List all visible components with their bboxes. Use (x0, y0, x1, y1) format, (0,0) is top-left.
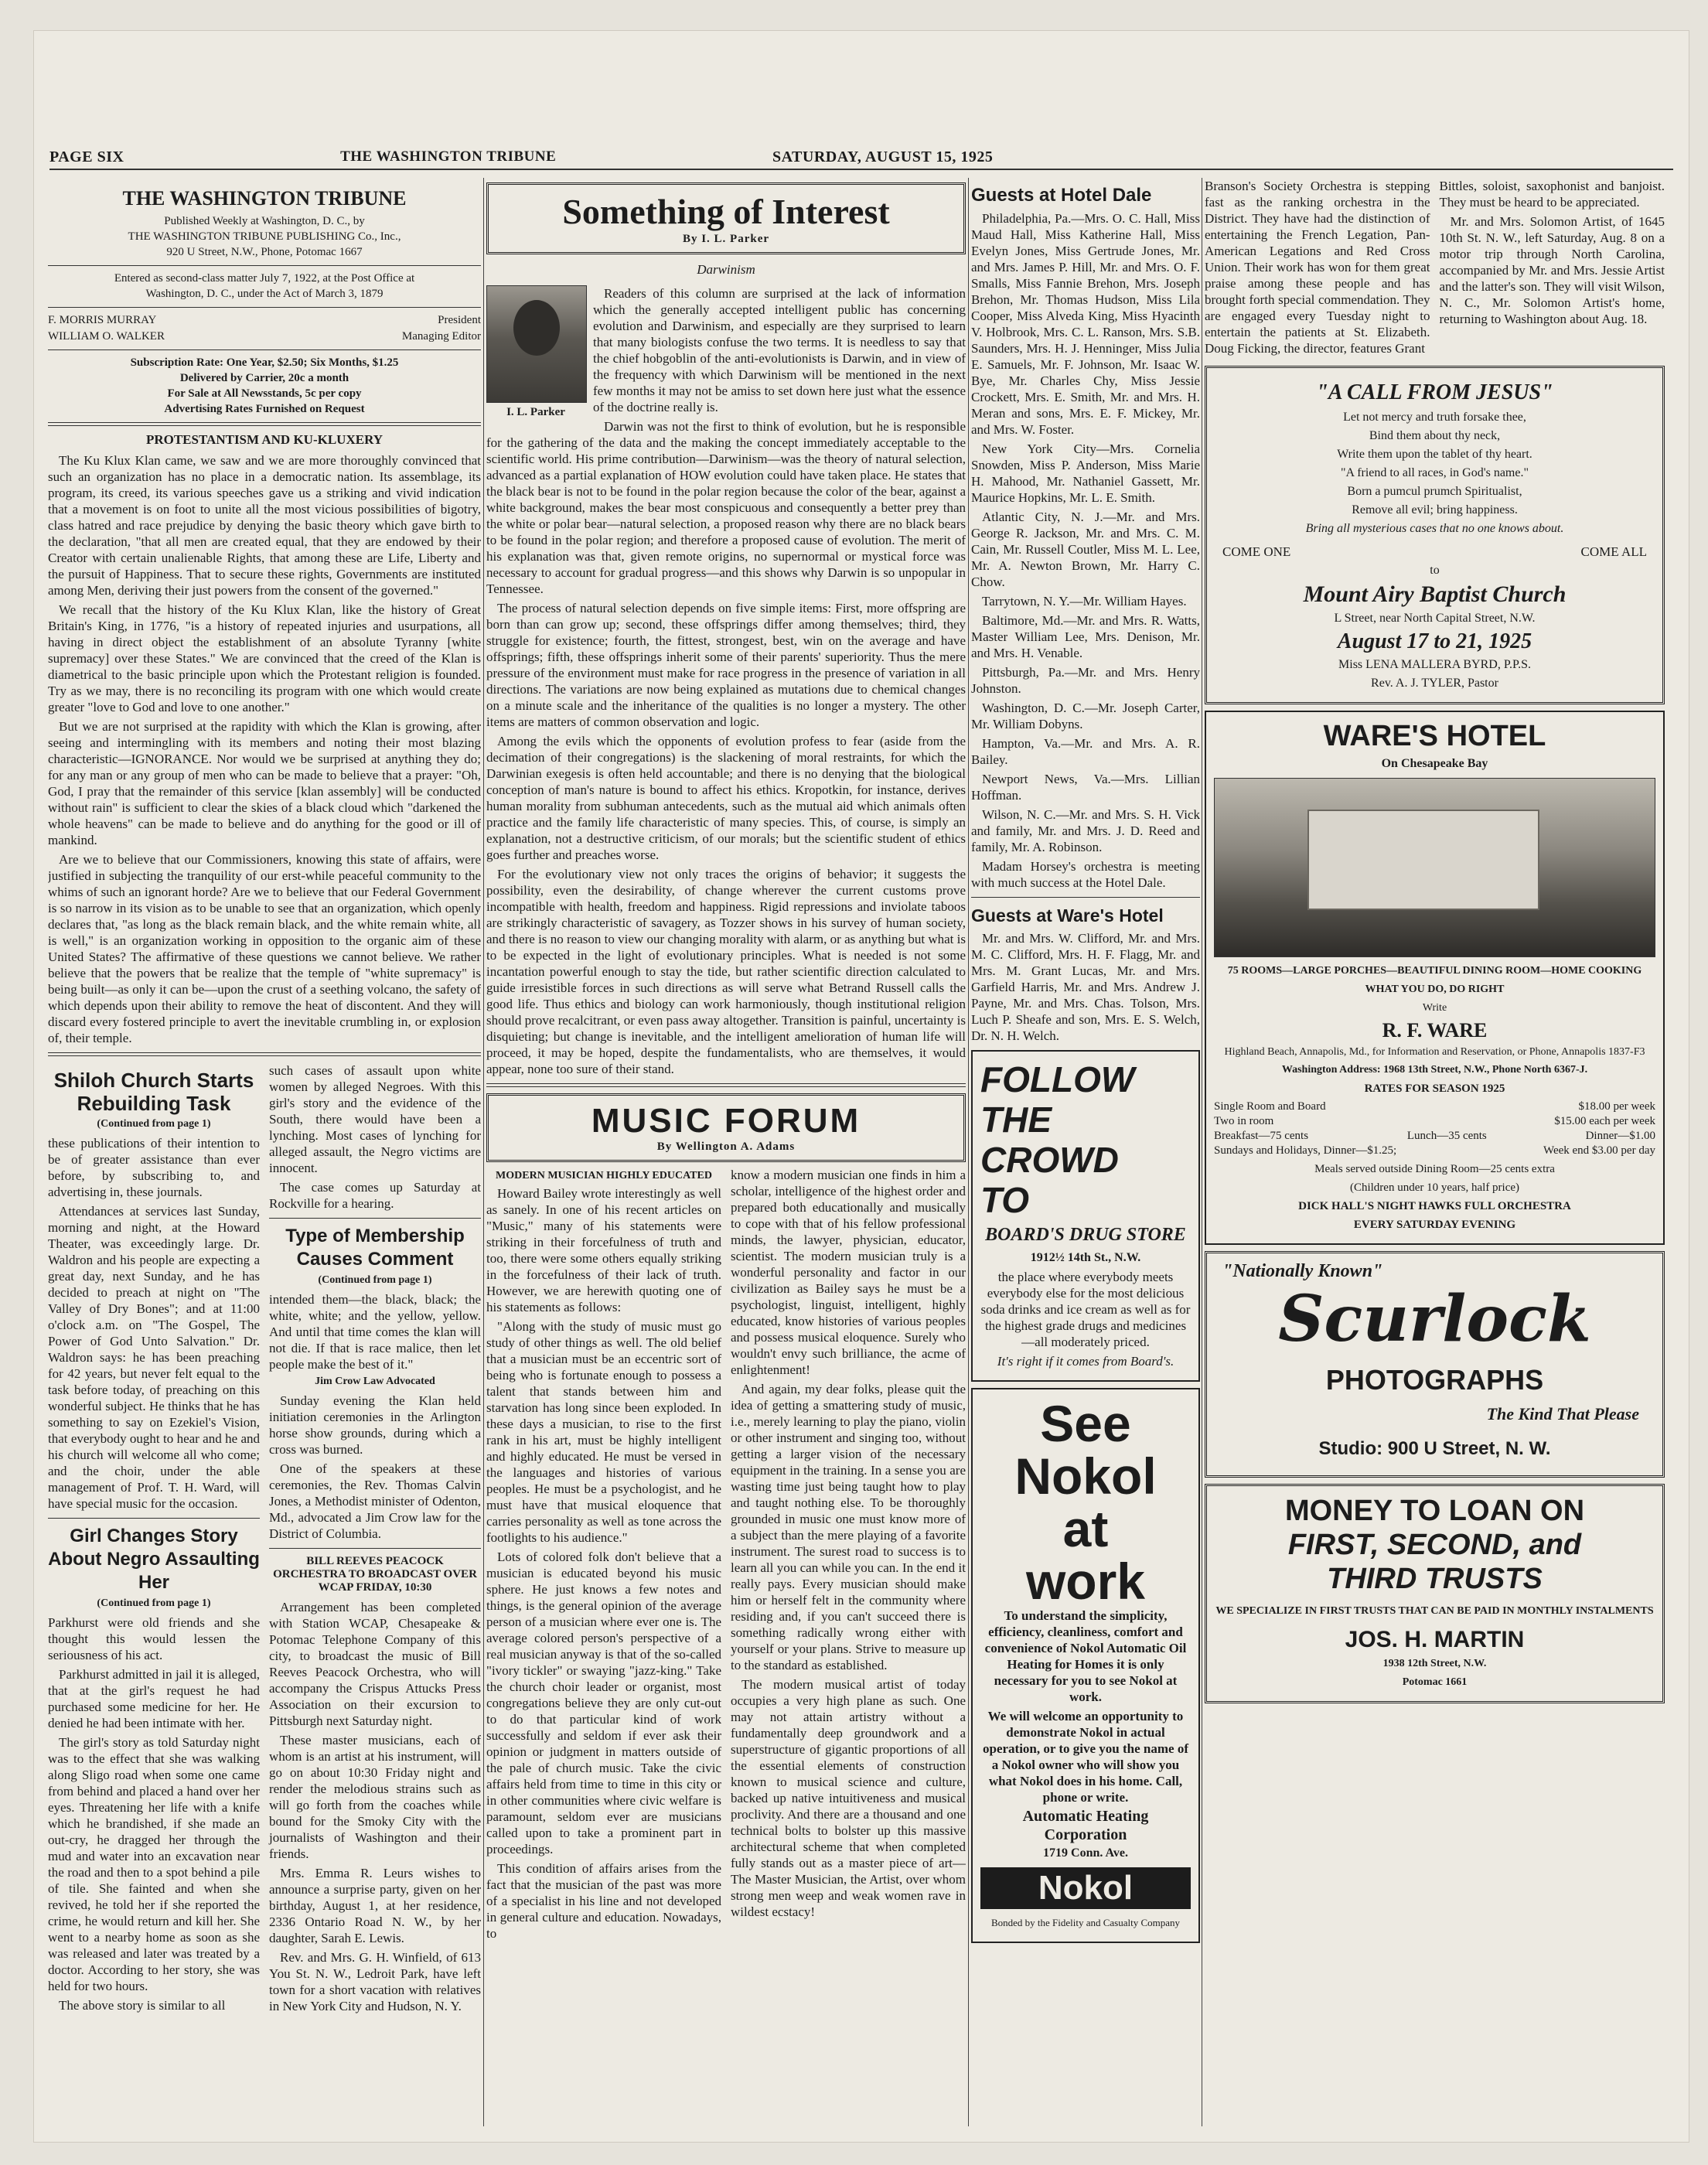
rate-label: Sundays and Holidays, Dinner—$1.25; (1214, 1144, 1397, 1157)
verse-line: Bring all mysterious cases that no one knows about. (1305, 522, 1564, 535)
pastor: Rev. A. J. TYLER, Pastor (1371, 677, 1498, 690)
ad-line: THE (980, 1100, 1052, 1140)
article-paragraph: know a modern musician one finds in him a scholar, intelligence of the highest order and prepared both educationally and musically to cope with that of his fellow professional minds, the lawyer, physician, educator, scientist. The modern musician truly is a wonderful personality and factor in our civilization as Bailey says he must be a psychologist, linguist, intelligent, highly educated, know histories of various peoples and possess musical eloquence. Surely who wouldn't envy such brilliance, the acme of enlightenment! (731, 1168, 966, 1377)
article-paragraph: For the evolutionary view not only traces the origins of behavior; it suggests the possibility, even the desirability, of change wherever the current customs prove incompatible with health, freedom and happiness. Rigid repressions and inviolate taboos are strikingly characteristic of savagery, as Tozzer shows in his survey of human society, and there is no reason to view our changing morality with alarm, or as anything but what is to be expected in the light of evolutionary principles. What is needed is not some incantation powerful enough to stay the tide, but rather scientific direction calculated to guide irresistible forces in such directions as will serve what Betrand Russell calls the good life. Thus ethics and biology can work harmoniously, though institutional religion should prove recalcitrant, or even pass away altogether. Transition is painful, uncertainty is disquieting; but change is inevitable, and the intelligent amelioration of human life will proceed, it may be hoped, despite the fundamentalists, who are themselves, it would appear, none too sure of their stand. (486, 867, 966, 1076)
event-dates: August 17 to 21, 1925 (1337, 629, 1532, 653)
verse-line: Born a pumcul prumch Spiritualist, (1347, 485, 1522, 498)
subheading: Jim Crow Law Advocated (315, 1376, 435, 1387)
staff-role: President (438, 314, 481, 326)
bill-headline: BILL REEVES PEACOCK ORCHESTRA TO BROADCAST OVER WCAP FRIDAY, 10:30 (273, 1555, 477, 1594)
article-paragraph: Among the evils which the opponents of evolution profess to fear (aside from the decimation of their congregations) is the slackening of moral restraints, for which the Darwinian exegesis is often held accountable; and there is no denying that the biological conception of man's nature is bound to affect his ethics. Kropotkin, for instance, derives human morality from subhuman antecedents, such as the mutual aid which animals often practice and the family life characteristic of many species. This, of course, is simply an explanation, not a destructive criticism, of our morals; but the scientific student of ethics goes further and preaches worse. (486, 734, 966, 862)
scurlock-ad (1205, 1251, 1665, 1478)
ad-line: at (1062, 1500, 1109, 1557)
rate-value: $15.00 each per week (1554, 1115, 1655, 1127)
shiloh-headline: Shiloh Church Starts Rebuilding Task (53, 1069, 254, 1115)
rate-line: Subscription Rate: One Year, $2.50; Six Months, $1.25 (130, 356, 399, 369)
ad-body: We will welcome an opportunity to demonstrate Nokol in actual operation, or to give you the name of a Nokol owner who will show you what Nokol does in his home. Call, phone or write. (983, 1709, 1188, 1805)
boards-drug-ad (971, 1050, 1200, 1382)
continued-note: (Continued from page 1) (318, 1274, 432, 1286)
verse-line: Let not mercy and truth forsake thee, (1343, 411, 1526, 424)
article-paragraph: Parkhurst admitted in jail it is alleged, that at the girl's request he had purchased some medicine for her. He denied he had been intimate with her. (48, 1667, 260, 1730)
hotel-write: Write (1422, 1002, 1447, 1014)
verse-line: Remove all evil; bring happiness. (1352, 503, 1518, 517)
subheading: MODERN MUSICIAN HIGHLY EDUCATED (496, 1170, 712, 1181)
verse-line: Bind them about thy neck, (1369, 429, 1501, 442)
continued-note: (Continued from page 1) (97, 1118, 211, 1130)
bond-note: Bonded by the Fidelity and Casualty Company (990, 1917, 1181, 1928)
page-header (49, 145, 1673, 170)
article-paragraph: Mr. and Mrs. Solomon Artist, of 1645 10th St. N. W., left Saturday, Aug. 8 on a motor trip through North Carolina, accompanied by Mr. and Mrs. Jessie Artist and the latter's son. They will visit Wilson, N. C., Mr. Solomon Artist's home, returning to Washington about Aug. 18. (1439, 214, 1665, 326)
staff-name: WILLIAM O. WALKER (48, 330, 165, 343)
masthead-title: THE WASHINGTON TRIBUNE (122, 187, 407, 210)
paper-name: THE WASHINGTON TRIBUNE (340, 148, 557, 165)
article-paragraph: Howard Bailey wrote interestingly as well as sanely. In one of his recent articles on "Music," many of his statements were striking in their forcefulness of truth and too, there were some others equally striking in the forcefulness of their lack of truth. However, we are herewith quoting one of his statements as follows: (486, 1186, 721, 1314)
guest-list: Atlantic City, N. J.—Mr. and Mrs. George R. Jackson, Mr. and Mrs. C. M. Cain, Mr. Russell Coutler, Miss M. L. Lee, Mr. A. Newton Brown, Mr. Harry C. Chow. (971, 510, 1200, 589)
ad-line: TO (980, 1180, 1030, 1220)
hotel-photo (1214, 778, 1655, 957)
editorial-paragraph: The Ku Klux Klan came, we saw and we are more thoroughly convinced that such an organization has no place in a democratic nation. Its assemblage, its program, its creed, its various speeches gave us a striking and vivid indication that a movement is on foot to unite all the most vicious possibilities of bigotry, class hatred and race prejudice by denying the basic theory which gave birth to the declaration, "that all men are created equal, that they are endowed by their Creator with certain unalienable Rights, that among these are Life, Liberty and the pursuit of Happiness. That to secure these rights, Governments are instituted among Men, deriving their just powers from the consent of the governed." (48, 453, 481, 598)
interest-byline: By I. L. Parker (682, 233, 770, 245)
column-right (1205, 178, 1665, 2126)
ad-heading: MONEY TO LOAN ON (1284, 1495, 1585, 1527)
editorial-title: PROTESTANTISM AND KU-KLUXERY (145, 432, 384, 447)
article-paragraph: Readers of this column are surprised at the lack of information which the generally accepted intelligent public has concerning evolution and Darwinism, and especially are they surprised to learn that many biologists confuse the two terms. It is needless to say that the chief hobgoblin of the anti-evolutionists is Darwin, and in view of the frequency with which Darwinism will be mentioned in the next few months it may not be amiss to set down here just what the essence of the doctrine really is. (593, 286, 966, 414)
ad-line: Nokol (1014, 1447, 1157, 1505)
company-address: 1719 Conn. Ave. (1043, 1846, 1128, 1860)
church-address: L Street, near North Capital Street, N.W. (1334, 612, 1536, 625)
article-paragraph: One of the speakers at these ceremonies, the Rev. Thomas Calvin Jones, a Methodist minister of Odenton, Md., advocated a Jim Crow law for the District of Columbia. (269, 1461, 481, 1541)
orchestra-note: DICK HALL'S NIGHT HAWKS FULL ORCHESTRA (1298, 1200, 1571, 1212)
music-byline: By Wellington A. Adams (656, 1140, 796, 1153)
hotel-address: Washington Address: 1968 13th Street, N.W., Phone North 6367-J. (1281, 1064, 1588, 1076)
article-paragraph: Lots of colored folk don't believe that a musician is educated beyond his music sphere. He just knows a few notes and things, is the general opinion of the average person of a musician where ever one is. The average colored person's perspective of a real musician anyway is that of the so-called "ivory tickler" or swaying "jazz-king." Take the church choir leader or organist, most congregations believe they are only cut-out to do that particular kind of work successfully and seldom if ever ask their opinion or judgment in matters outside of the pale of church music. Take the civic affairs held from time to time in this city or in other communities where civic welfare is paramount, seldom ever are musicians called upon to take a prominent part in proceedings. (486, 1550, 721, 1856)
article-paragraph: Darwin was not the first to think of evolution, but he is responsible for the gathering of the data and the making the concept immediately acceptable to the scientific world. His prime contribution—Darwinism—was the theory of natural selection, advanced as a partial explanation of HOW evolution could have taken place. He states that the black bear is not to be found in the polar region because the color of the bear, against a white background, makes the bear most conspicuous and consequently a better prey than the white or polar bear—natural selection, a proposed reason why there are no black bears to be found in the polar region; and therefore a proposed cause of evolution. The merit of his explanation was that, given remote origins, no supernormal or mystical force was necessary to account for gradual progress—and this shows why Darwin is so unpopular in Tennessee. (486, 419, 966, 596)
ad-to: to (1430, 564, 1440, 577)
wares-hotel-ad (1205, 711, 1665, 1245)
article-paragraph: Rev. and Mrs. G. H. Winfield, of 613 You St. N. W., Ledroit Park, have left town for a short vacation with relatives in New York City and Hudson, N. Y. (269, 1950, 481, 2013)
interest-subtitle: Darwinism (697, 262, 755, 277)
article-paragraph: The girl's story as told Saturday night was to the effect that she was walking along Sligo road when some one came from behind and placed a hand over her eyes. Threatening her life with a knife which he brandished, if she made an out-cry, he dragged her through the mud and water into an excavation near the road and then to a spot behind a pile of tile. She fainted and when she revived, he told her if she reported the crime, he would return and kill her. She went to a nearby home as soon as she was released and later was treated by a doctor. According to her story, she was held for two hours. (48, 1735, 260, 1993)
hotel-location: On Chesapeake Bay (1381, 757, 1488, 770)
mount-airy-ad (1205, 366, 1665, 704)
masthead-line: Entered as second-class matter July 7, 1922, at the Post Office at (114, 272, 415, 285)
nokol-ad (971, 1388, 1200, 1943)
guest-list: Wilson, N. C.—Mr. and Mrs. S. H. Vick and family, Mr. and Mrs. J. D. Reed and family, Mr. A. Robinson. (971, 807, 1200, 854)
rate-note: Meals served outside Dining Room—25 cents extra (1314, 1163, 1555, 1175)
article-paragraph: Attendances at services last Sunday, morning and night, at the Howard Theater, was exceedingly large. Dr. Waldron and his people are expecting a great day, next Sunday, and he has decided to preach at night on "The Valley of Dry Bones"; and at 11:00 o'clock a.m. on "The Gospel, The Power of God Unto Salvation." Dr. Waldron says: he has been preaching for 42 years, but never felt equal to the task before today, of preaching on this wonderful subject. He thinks that he has something to say on Ezekiel's Vision, that everybody ought to hear and he and his church will welcome all who come; and the choir, under the able management of Prof. T. H. Ward, will have special music for the occasion. (48, 1204, 260, 1511)
hotel-motto: WHAT YOU DO, DO RIGHT (1365, 984, 1505, 995)
company-name: Automatic Heating (1022, 1808, 1149, 1825)
editorial-paragraph: We recall that the history of the Ku Klux Klan, like the history of Great Britain's King, in 1776, "is a history of repeated injuries and usurpations, all having in direct object the establishment of an absolute Tyranny [white supremacy] over these States." We are convinced that the creed of the Klan is diametrical to the basic principle upon which the Protestant religion is founded. Try as we may, there is no reconciling its program with one which would create greater "love to God and love to one another." (48, 602, 481, 714)
rates-table (1214, 1081, 1655, 1233)
article-paragraph: The above story is similar to all (59, 1998, 226, 2013)
rate-label: Lunch—35 cents (1406, 1130, 1487, 1142)
rate-note: (Children under 10 years, half price) (1349, 1181, 1520, 1194)
store-name: BOARD'S DRUG STORE (985, 1225, 1186, 1245)
column-center (486, 178, 966, 2126)
lender-phone: Potomac 1661 (1402, 1676, 1468, 1688)
loan-ad (1205, 1484, 1665, 1703)
article-paragraph: And again, my dear folks, please quit the idea of getting a smattering study of music, i.e., merely learning to play the piano, violin or other instrument and singing too, without getting a larger vision of the necessary equipment in the training. In a sense you are wasting time just being taught how to play and taught nothing else. To be thoroughly grounded in music one must know more of a subject than the mere playing of a favorite instrument. The surest road to success is to learn all you can while you can. In the end it really pays. Every musician should make him or herself felt in the community where residing and, if you can't succeed there is something radically wrong either with yourself or your plans. Strive to measure up to the standard as established. (731, 1382, 966, 1672)
article-paragraph: these publications of their intention to be of greater assistance than ever before, by subscribing to, and advertising in, these journals. (48, 1136, 260, 1199)
come-all: COME ALL (1580, 544, 1647, 559)
ad-heading: THIRD TRUSTS (1327, 1563, 1543, 1595)
article-paragraph: The case comes up Saturday at Rockville for a hearing. (269, 1180, 481, 1211)
author-portrait (486, 285, 585, 419)
article-paragraph: The modern musical artist of today occupies a very high plane as such. One may not attain artistry without a fundamentally deep groundwork and a superstructure of gigantic proportions of all the essential elements of construction known to musical science and culture, backed up native intuitiveness and musical proclivity. And there are a thousand and one technical bolts to bolster up this massive architectural scheme that when completed fully stands out as a master piece of art—The Master Musician, the Artist, over whom strong men weep and weak women rave in wildest ecstacy! (731, 1677, 966, 1919)
ad-title: "A CALL FROM JESUS" (1316, 380, 1553, 404)
guest-list: Washington, D. C.—Mr. Joseph Carter, Mr. William Dobyns. (971, 701, 1200, 731)
hotel-owner: R. F. WARE (1382, 1019, 1488, 1042)
ad-heading: FIRST, SECOND, and (1287, 1529, 1582, 1561)
dale-headline: Guests at Hotel Dale (971, 185, 1152, 206)
nokol-logo: Nokol (980, 1867, 1191, 1909)
ad-line: CROWD (980, 1140, 1119, 1180)
orchestra-note: EVERY SATURDAY EVENING (1353, 1219, 1516, 1231)
guest-list: Philadelphia, Pa.—Mrs. O. C. Hall, Miss Maud Hall, Miss Katherine Hall, Miss Evelyn Jones, Miss Gertrude Jones, Mr. and Mrs. James P. Hill, Mr. and Mrs. O. F. Smalls, Miss Fannie Brehon, Mrs. Joseph Brehon, Mr. Thomas Hudson, Miss Lila Cooper, Miss Alveda King, Miss Hyacinth V. Holbrook, Mrs. C. L. Ranson, Mrs. S.B. Saunders, Mrs. H. J. Henninger, Miss Julia E. Samuels, Mr. F. Johnson, Mr. Isaac W. Bye, Mr. Charles Chy, Miss Jessie Crockett, Mrs. E. Smith, Mr. and Mrs. H. Meran and sons, Mrs. E. F. Mickey, Mr. and Mrs. W. Foster. (971, 211, 1200, 437)
membership-headline: Type of Membership Causes Comment (285, 1226, 465, 1270)
guest-list: Hampton, Va.—Mr. and Mrs. A. R. Bailey. (971, 736, 1200, 767)
article-paragraph: Arrangement has been completed with Station WCAP, Chesapeake & Potomac Telephone Company of this city, to broadcast the music of Bill Reeves Peacock Orchestra, who will accompany the Crispus Attucks Press Association on their excursion to Pittsburgh next Saturday night. (269, 1600, 481, 1728)
editorial-paragraph: Are we to believe that our Commissioners, knowing this state of affairs, were justified in subjecting the tranquility of our erst-while peaceful community to the whims of such an ignorant horde? Are we to believe that our Federal Government is so narrow in its vision as to be unable to see that an organization, which openly declares that, "as long as the black remain black, and the white remain white, all is well," is an organization working in opposition to the organic aim of these United States? The affirmative of these questions we cannot believe. We rather believe that the powers that be realize that the temple of "white supremacy" is being built—as only it can be—upon the crust of a seething volcano, the safety of which depends upon their ability to remove the heat of discontent. And they will discard every fostered principle to avert the inevitable crumbling in, or explosion of, their temple. (48, 852, 481, 1045)
ad-body: WE SPECIALIZE IN FIRST TRUSTS THAT CAN BE PAID IN MONTHLY INSTALMENTS (1215, 1605, 1654, 1617)
church-name: Mount Airy Baptist Church (1303, 581, 1567, 607)
article-paragraph: The process of natural selection depends on five simple items: First, more offspring are born than can grow up; second, these offsprings differ among themselves; third, they struggle for existence; fourth, the fittest, strongest, best, win on the average and have offsprings; fifth, these offsprings inherit some of their parents' superiority. Thus the mere pressure of the environment must make for race progress in the presence of variation in all directions. The variations are now being explained as mutations due to chemical changes on a minute scale and the inheritance of the qualities is no longer a mystery. The other items are matters of common observation and logic. (486, 601, 966, 729)
guest-list: Madam Horsey's orchestra is meeting with much success at the Hotel Dale. (971, 859, 1200, 890)
verse-line: "A friend to all races, in God's name." (1341, 466, 1529, 479)
ad-tagline: It's right if it comes from Board's. (997, 1354, 1174, 1369)
staff-name: F. MORRIS MURRAY (48, 314, 157, 326)
masthead-line: 920 U Street, N.W., Phone, Potomac 1667 (166, 246, 363, 258)
verse-line: Write them upon the tablet of thy heart. (1337, 448, 1532, 461)
ad-body: To understand the simplicity, efficiency, cleanliness, comfort and convenience of Nokol Automatic Oil Heating for Homes it is only necessary for you to see Nokol at work. (984, 1608, 1187, 1704)
lender-name: JOS. H. MARTIN (1345, 1627, 1525, 1652)
interest-banner (486, 182, 966, 254)
article-paragraph: Parkhurst were old friends and she thought this would lessen the seriousness of his act. (48, 1615, 260, 1662)
continued-note: (Continued from page 1) (97, 1597, 211, 1609)
ad-line: work (1025, 1553, 1146, 1610)
rate-label: Single Room and Board (1214, 1100, 1326, 1113)
music-banner (486, 1093, 966, 1162)
column-left (48, 178, 481, 2126)
article-paragraph: This condition of affairs arises from the fact that the musician of the past was more of a specialist in his line and not developed in general culture and education. Nowadays, to (486, 1861, 721, 1941)
rate-label: Two in room (1214, 1115, 1274, 1127)
hotel-name: WARE'S HOTEL (1323, 720, 1546, 752)
guest-list: Tarrytown, N. Y.—Mr. William Hayes. (982, 594, 1187, 609)
rates-title: RATES FOR SEASON 1925 (1364, 1082, 1505, 1095)
girl-headline: Girl Changes Story About Negro Assaulting Her (48, 1526, 260, 1593)
guest-list: Mr. and Mrs. W. Clifford, Mr. and Mrs. M. C. Clifford, Mrs. H. F. Flagg, Mr. and Mrs. M. Grant Lucas, Mr. and Mrs. Garfield Harris, Mr. and Mrs. Andrew J. Payne, Mr. and Mrs. Chas. Tolson, Mrs. Luch P. Sheafe and son, Mrs. E. S. Welch, Dr. N. H. Welch. (971, 931, 1200, 1043)
guest-list: Baltimore, Md.—Mr. and Mrs. R. Watts, Master William Lee, Mrs. Denison, Mr. and Mrs. H. Venable. (971, 613, 1200, 660)
hotel-address: Highland Beach, Annapolis, Md., for Information and Reservation, or Phone, Annapolis 1837-F3 (1224, 1046, 1645, 1058)
interest-title: Something of Interest (562, 192, 890, 231)
masthead-line: Published Weekly at Washington, D. C., by (164, 215, 365, 227)
article-paragraph: Sunday evening the Klan held initiation ceremonies in the Arlington horse show grounds, during which a cross was burned. (269, 1393, 481, 1457)
guest-list: New York City—Mrs. Cornelia Snowden, Miss P. Anderson, Miss Marie H. Mahood, Mr. Nathaniel Gassett, Mr. Maurice Hopkins, Mr. L. E. Smith. (971, 442, 1200, 505)
rate-line: Advertising Rates Furnished on Request (164, 403, 365, 415)
portrait-caption: I. L. Parker (506, 406, 565, 418)
article-paragraph: Bittles, soloist, saxophonist and banjoist. They must be heard to be appreciated. (1439, 179, 1665, 210)
lender-address: 1938 12th Street, N.W. (1382, 1658, 1487, 1669)
ad-slogan: The Kind That Please (1486, 1404, 1639, 1423)
staff-role: Managing Editor (401, 330, 481, 343)
ad-line: See (1040, 1395, 1131, 1452)
hotel-feature: 75 ROOMS—LARGE PORCHES—BEAUTIFUL DINING ROOM—HOME COOKING (1227, 965, 1642, 977)
rate-line: For Sale at All Newsstands, 5c per copy (167, 387, 362, 400)
ad-line: FOLLOW (980, 1059, 1135, 1100)
newspaper-page (34, 31, 1689, 2142)
rate-value: Week end $3.00 per day (1543, 1144, 1655, 1157)
masthead-line: THE WASHINGTON TRIBUNE PUBLISHING Co., Inc., (128, 230, 401, 243)
editorial-paragraph: But we are not surprised at the rapidity with which the Klan is growing, after seeing and intermingling with its members and noting their most blazing characteristic—IGNORANCE. Nor would we be surprised at anything they do; for any man or any group of men who can be made to believe that a prayer: "Oh, God, I pray that the remainder of this service [klan assembly] will be conducted without rain" is sufficient to clear the skies of a black cloud which "darkened the whole heavens" can be made to believe and do anything for the good or ill of mankind. (48, 719, 481, 847)
article-paragraph: "Along with the study of music must go study of other things as well. The old belief that a musician must be an eccentric sort of being who is fortunate enough to possess a talent that stands between him and starvation has long since been exploded. In these days a musician, to rise to the first rank in his art, must be highly intelligent and highly educated. He must be versed in the languages and histories of various peoples. He must be a psychologist, and he must have that musical eloquence that carries personality as well as tone across the footlights to his audience." (486, 1319, 721, 1545)
article-paragraph: such cases of assault upon white women by alleged Negroes. With this girl's story and the evidence of the South, there would have been a lynching. Most cases of lynching for alleged assault, the Negro victims are innocent. (269, 1063, 481, 1175)
organizer: Miss LENA MALLERA BYRD, P.P.S. (1338, 658, 1531, 671)
rate-line: Delivered by Carrier, 20c a month (179, 372, 349, 384)
store-address: 1912½ 14th St., N.W. (1030, 1251, 1141, 1264)
ad-tagline: "Nationally Known" (1222, 1261, 1383, 1281)
ad-heading: PHOTOGRAPHS (1325, 1364, 1544, 1396)
studio-logo: Scurlock (1278, 1282, 1591, 1356)
music-title: MUSIC FORUM (591, 1102, 861, 1140)
guest-list: Newport News, Va.—Mrs. Lillian Hoffman. (971, 772, 1200, 803)
masthead (48, 178, 481, 426)
article-paragraph: Branson's Society Orchestra is stepping fast as the ranking orchestra in the District. They have had the distinction of entertaining the French Legation, Pan-American Legations and Red Cross Union. Their work has won for them great praise among these people and has brought forth special commendation. They are engaged every Tuesday night to entertain the patients at St. Elizabeth. Doug Ficking, the director, features Grant (1205, 179, 1430, 356)
portrait-photo (486, 285, 587, 403)
article-paragraph: intended them—the black, black; the white, white; and the yellow, yellow. And until that time comes the klan will not die. If that is race malice, then let people make the best of it." (269, 1292, 481, 1372)
wares-guests-headline: Guests at Ware's Hotel (971, 905, 1164, 926)
studio-address: Studio: 900 U Street, N. W. (1318, 1438, 1551, 1459)
come-one: COME ONE (1222, 544, 1291, 559)
article-paragraph: These master musicians, each of whom is an artist at his instrument, will go on about 10:30 Friday night and render the melodious strains such as will go forth from the coaches while bound for the Smoky City with the journalists of Washington and their friends. (269, 1733, 481, 1861)
masthead-line: Washington, D. C., under the Act of March 3, 1879 (145, 288, 384, 300)
rate-value: $18.00 per week (1578, 1100, 1655, 1113)
article-paragraph: Mrs. Emma R. Leurs wishes to announce a surprise party, given on her birthday, August 1, at her residence, 2336 Ontario Road N. W., by her daughter, Sarah E. Lewis. (269, 1866, 481, 1945)
guest-list: Pittsburgh, Pa.—Mr. and Mrs. Henry Johnston. (971, 665, 1200, 696)
rate-label: Breakfast—75 cents (1214, 1130, 1309, 1142)
ad-body: the place where everybody meets everybody else for the most delicious soda drinks and ice cream as well as for the highest grade drugs and medicines—all moderately priced. (980, 1270, 1191, 1349)
issue-date: SATURDAY, AUGUST 15, 1925 (772, 148, 994, 165)
rate-label: Dinner—$1.00 (1585, 1130, 1655, 1142)
company-name: Corporation (1044, 1826, 1127, 1843)
page-number: PAGE SIX (49, 148, 124, 165)
column-guests (971, 178, 1200, 2126)
